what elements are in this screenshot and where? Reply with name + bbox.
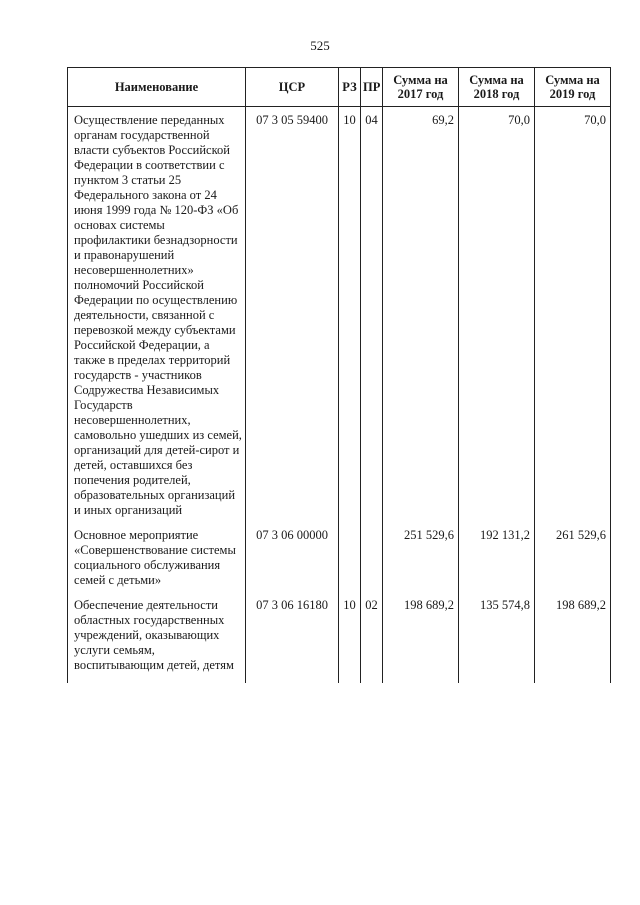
row-sum-2017: 198 689,2 — [383, 598, 459, 683]
row-name — [68, 528, 246, 598]
row-pr: 04 — [361, 107, 383, 529]
row-rz — [339, 528, 361, 598]
page-number: 525 — [310, 38, 330, 53]
header-sum-2017: Сумма на 2017 год — [383, 68, 459, 107]
row-name — [68, 107, 246, 529]
row-name-text: Обеспечение деятельности областных государственных учреждений, оказывающих услуги семьям, воспитывающим детей, детям — [74, 598, 234, 672]
row-sum-2019: 198 689,2 — [535, 598, 611, 683]
row-sum-2018: 70,0 — [459, 107, 535, 529]
row-sum-2019: 261 529,6 — [535, 528, 611, 598]
row-name — [68, 598, 246, 683]
row-pr — [361, 528, 383, 598]
row-name-text: Основное мероприятие «Совершенствование системы социального обслуживания семей с детьми» — [74, 528, 236, 587]
row-sum-2017: 69,2 — [383, 107, 459, 529]
row-csr: 07 3 06 00000 — [246, 528, 339, 598]
table-header-row — [68, 68, 611, 107]
row-sum-2017: 251 529,6 — [383, 528, 459, 598]
header-pr: ПР — [361, 68, 383, 107]
row-pr: 02 — [361, 598, 383, 683]
row-sum-2018: 192 131,2 — [459, 528, 535, 598]
header-name: Наименование — [68, 68, 246, 107]
row-sum-2018: 135 574,8 — [459, 598, 535, 683]
row-rz: 10 — [339, 107, 361, 529]
table-row — [68, 107, 611, 529]
header-sum-2018: Сумма на 2018 год — [459, 68, 535, 107]
table-row — [68, 598, 611, 683]
row-rz: 10 — [339, 598, 361, 683]
header-sum-2019: Сумма на 2019 год — [535, 68, 611, 107]
row-csr: 07 3 05 59400 — [246, 107, 339, 529]
row-name-text: Осуществление переданных органам государственной власти субъектов Российской Федерации в соответствии с пунктом 3 статьи 25 Федерального закона от 24 июня 1999 года № 120-ФЗ «Об основах системы профилактики безнадзорности и правонарушений несовершеннолетних» полномочий Российской Федерации по осуществлению деятельности, связанной с перевозкой между субъектами Российской Федерации, а также в пределах территорий государств - участников Содружества Независимых Государств несовершеннолетних, самовольно ушедших из семей, организаций для детей-сирот и детей, оставшихся без попечения родителей, образовательных организаций и иных организаций — [74, 113, 242, 517]
row-csr: 07 3 06 16180 — [246, 598, 339, 683]
header-csr: ЦСР — [246, 68, 339, 107]
table-row — [68, 528, 611, 598]
row-sum-2019: 70,0 — [535, 107, 611, 529]
header-rz: РЗ — [339, 68, 361, 107]
budget-table — [67, 67, 611, 683]
